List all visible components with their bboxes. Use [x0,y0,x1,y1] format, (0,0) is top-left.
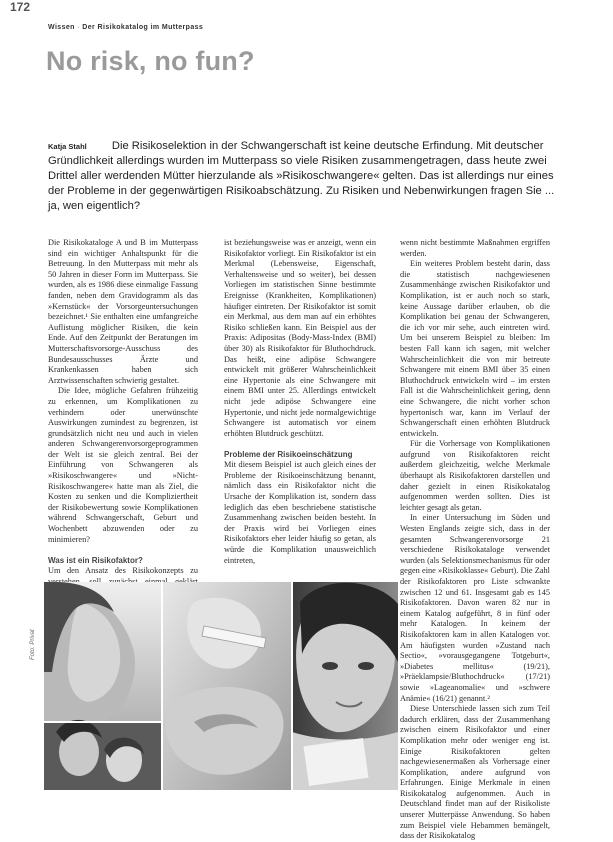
running-header: Wissen · Der Risikokatalog im Mutterpass [48,24,204,31]
paragraph: ist beziehungsweise was er anzeigt, wenn ein Risikofaktor vorliegt. Ein Risikofaktor ist ein Merkmal (Lebensweise, Eigenschaft, Verhaltensweise und so weiter), bei dessen Vorliegen im statistischen Sinne bestimmte Ereignisse (Krankheiten, Komplikationen) häufiger eintreten. Der Risikofaktor ist somit ein Merkmal, aus dem man auf ein erhöhtes Risiko schließen kann. Ein Beispiel aus der Praxis: Adipositas (Body-Mass-Index (BMI) über 30) als Risikofaktor für Bluthochdruck. Das heißt, eine adipöse Schwangere entwickelt mit größerer Wahrscheinlichkeit eine Hypertonie als eine Schwangere mit einem BMI unter 25. Allerdings entwickelt nicht jede adipöse Schwangere eine Hypertonie, und nicht jede normalgewichtige Schwangere ist automatisch vor einem erhöhten Blutdruck geschützt. [224,238,376,438]
photo-collage-graphic [44,582,398,790]
text-column-3 [400,238,550,842]
paragraph: wenn nicht bestimmte Maßnahmen ergriffen werden. [400,238,550,258]
article-title: No risk, no fun? [46,46,255,76]
page-number: 172 [10,0,31,14]
author-name: Katja Stahl [48,142,87,151]
paragraph: Die Idee, mögliche Gefahren frühzeitig zu erkennen, um Komplikationen zu verhindern oder unerwünschte Auswirkungen zumindest zu begrenzen, ist grundsätzlich nicht neu und auch in vielen anderen Schwangerenvorsorgeprogrammen der Welt ist sie gleich zentral. Bei der Einführung von Schwangeren als »Risikoschwangere« und »Nicht-Risikoschwangere« hatte man als Ziel, die Kosten zu senken und die Kompliziertheit der Risikobewertung sowie Komplikationen während Schwangerschaft, Geburt und Wochenbett abzuwenden oder zu minimieren? [48,386,198,544]
text-column-1 [48,238,198,598]
paragraph: Für die Vorhersage von Komplikationen aufgrund von Risikofaktoren reicht außerdem gleichzeitig, welche Merkmale überhaupt als Risikofaktoren darstellen und daher gezielt in einen Risikokatalog aufgenommen werden sollten. Dies ist leichter gesagt als getan. [400,439,550,512]
paragraph: Um den Ansatz des Risikokonzepts zu [48,566,198,576]
lead-text: Die Risikoselektion in der Schwangerschaft ist keine deutsche Erfindung. Mit deutscher Gründlichkeit allerdings wurden im Mutterpass so viele Risiken zusammengetragen, dass heute zwei Drittel aller werdenden Mütter hierzulande als »Risikoschwangere« gelten. Das ist allerdings nur eines der Probleme in der gegenwärtigen Risikoabschätzung. Zu Risiken und Nebenwirkungen fragen Sie ... ja, wen eigentlich? [48,140,555,212]
photo-collage [44,582,398,790]
paragraph: Ein weiteres Problem besteht darin, dass die statistisch nachgewiesenen Zusammenhänge zwischen Risikofaktor und Komplikation, ist er auch noch so stark, keine Aussage darüber erlauben, ob die Komplikation bei genau der Schwangeren, die ich vor mir sehe, auch eintreten wird. Um bei unserem Beispiel zu bleiben: Im besten Fall kann ich sagen, mit welcher Wahrscheinlichkeit die von mir betreute Schwangere mit einem BMI über 35 einen Bluthochdruck entwickeln wird – im ersten Fall ist die Wahrscheinlichkeit gering, denn eine Schwangere, die nicht vorher schon hypertonisch war, kann im Verlauf der Schwangerschaft einen erhöhten Blutdruck entwickeln. [400,259,550,438]
text-column-2 [224,238,376,566]
running-title: Der Risikokatalog im Mutterpass [82,24,204,31]
paragraph: In einer Untersuchung im Süden und Westen Englands zeigte sich, dass in der gesamten Schwangerenvorsorge 21 verschiedene Risikokataloge verwendet wurden (als Selektionsmechanismus für oder gegen eine »Risikoklasse« Geburt). Die Zahl der Risikofaktoren pro Liste schwankte zwischen 12 und 61. Insgesamt gab es 145 Risikofaktoren. Davon waren 82 nur in einem Katalog aufgeführt, 8 in fünf oder mehr Katalogen. In keinem der Risikofaktoren kam in allen Katalogen vor. Am häufigsten wurden »Zustand nach Sectio«, »vorausgegangene Totgeburt«, »Diabetes mellitus« (19/21), »Präeklampsie/Bluthochdruck« (17/21) sowie »Lageanomalie« und »schwere Anämie« (16/21) genannt.² [400,513,550,703]
paragraph: Die Risikokataloge A und B im Mutterpass sind ein wichtiger Anhaltspunkt für die Betreuung. In den Mutterpass mit mehr als 50 Jahren in dieser Form im Mutterpass. Sie wurden, als es 1986 diese einmalige Fassung fanden, neben dem Gravidogramm als das »Kernstück« der Vorsorgeuntersuchungen bezeichnet.¹ Sie enthalten eine umfangreiche Auflistung möglicher Risiken, die kein Ende. Auf den Zeitpunkt der Beratungen im Mutterschaftsvorsorge-Ausschuss des Bundesausschusses Ärzte und Krankenkassen haben sich Arztwissenschaften schwierig gestaltet. [48,238,198,385]
article-lead [48,139,568,214]
paragraph: Diese Unterschiede lassen sich zum Teil dadurch erklären, dass der Zusammenhang zwischen einem Risikofaktor und einer Komplikation mehr oder weniger eng ist. Einige Risikofaktoren gelten nachgewiesenermaßen als Vorhersage einer Komplikation, andere aufgrund von Erfahrungen. Einige Merkmale in einen Risikokatalog aufgenommen. Auch in Deutschland findet man auf der Risikoliste unserer Mutterpässe Anwendung. So haben zum Beispiel viele Hebammen bemängelt, dass der Risikokatalog [400,704,550,841]
section-label: Wissen [48,24,75,31]
photo-credit: Foto: Privat [30,629,36,660]
section-heading: Probleme der Risikoeinschätzung [224,450,353,460]
paragraph: Mit diesem Beispiel ist auch gleich eines der Probleme der Risikoeinschätzung benannt, nämlich dass ein Risikofaktor nicht die Ursache der Komplikation ist, sondern dass lediglich das eben beschriebene statistische Zusammenhang zwischen beiden besteht. In der Praxis wird bei Vorliegen eines Risikofaktors eher leider häufig so getan, als würde die Komplikation unausweichlich eintreten, [224,460,376,565]
section-heading: Was ist ein Risikofaktor? [48,556,143,566]
